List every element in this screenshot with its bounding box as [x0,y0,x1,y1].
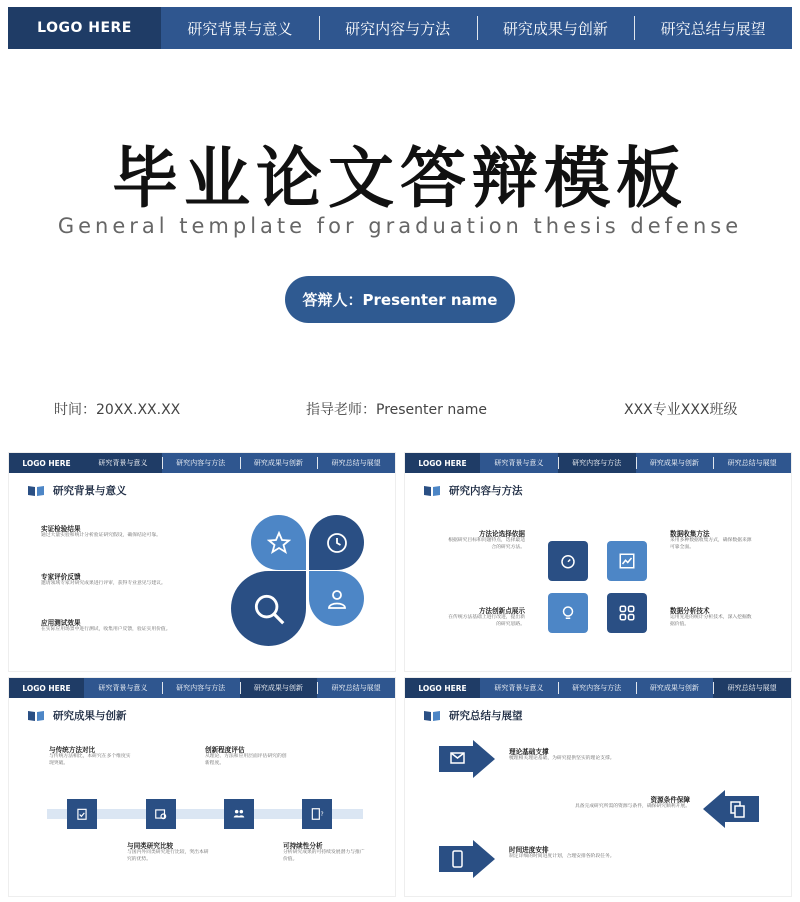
block-text: 在传统方法基础上进行改进，提出新的研究思路。 [448,615,525,627]
petal-star [251,515,306,570]
block-text: 在实际应用场景中进行测试，收集用户反馈，验证实用价值。 [41,627,171,632]
document-question-icon [310,807,324,821]
grid-icon [618,604,636,622]
star-icon [267,531,291,555]
block-heading: 方法创新点展示 [478,607,525,615]
text-block [509,746,689,763]
block-text: 邀请领域专家对研究成果进行评审，获得专业意见与建议。 [41,581,166,586]
block-heading: 数据收集方法 [670,530,710,538]
thumbnail-slide-summary[interactable] [404,677,792,897]
nav-item-methods[interactable]: 研究内容与方法 [319,7,477,49]
text-block [445,605,525,629]
slide-title-text: 研究成果与创新 [53,710,127,722]
block-text: 梳理相关理论基础，为研究提供坚实的理论支撑。 [509,756,615,761]
book-icon [27,710,45,722]
text-block [670,528,755,552]
bulb-icon [559,604,577,622]
block-heading: 实证检验结果 [41,525,81,533]
text-block [520,794,690,811]
book-icon [27,485,45,497]
block-heading: 方法论选择依据 [478,530,525,538]
nav-item-background[interactable]: 研究背景与意义 [84,453,162,473]
slide-title [27,483,127,498]
book-icon [423,485,441,497]
team-icon [232,807,246,821]
block-text: 从理论、方法和应用层面评估研究的创新程度。 [205,754,287,766]
logo: LOGO HERE [405,453,480,473]
time-label: 时间：20XX.XX.XX [54,402,181,418]
user-icon [325,587,349,611]
block-text: 与国内外同类研究进行比较，突出本研究的优势。 [127,850,209,862]
block-heading: 与同类研究比较 [127,842,174,850]
block-text: 具备完成研究所需的资源与条件，确保研究顺利开展。 [574,804,690,809]
text-block [445,528,525,552]
block-heading: 创新程度评估 [205,746,245,754]
thumbnail-slide-results[interactable] [8,677,396,897]
slide-title [27,708,127,723]
clock-icon [325,531,349,555]
calendar-search-node [146,799,176,829]
presenter-button[interactable]: 答辩人：Presenter name [285,276,515,323]
petal-user [309,571,364,626]
text-block [49,744,134,768]
petal-search [231,571,306,646]
slide-title [423,708,523,723]
thumb-nav-bar [405,678,791,698]
block-text: 制定详细的时间进度计划，合理安排各阶段任务。 [509,854,615,859]
nav-item-summary[interactable]: 研究总结与展望 [713,453,791,473]
clipboard-node [67,799,97,829]
nav-item-methods[interactable]: 研究内容与方法 [558,678,636,698]
block-text: 分析研究成果的可持续发展潜力与推广价值。 [283,850,365,862]
arrow-left-copy [703,790,759,828]
clipboard-icon [75,807,89,821]
nav-item-methods[interactable]: 研究内容与方法 [162,678,240,698]
block-heading: 理论基础支撑 [509,748,549,756]
slide-title-text: 研究背景与意义 [53,485,127,497]
block-heading: 与传统方法对比 [49,746,96,754]
text-block [127,840,212,864]
block-text: 运用先进的统计分析技术，深入挖掘数据价值。 [670,615,752,627]
block-heading: 资源条件保障 [650,796,690,804]
block-heading: 可持续性分析 [283,842,323,850]
block-heading: 数据分析技术 [670,607,710,615]
calendar-search-icon [154,807,168,821]
nav-item-background[interactable]: 研究背景与意义 [187,19,293,38]
thumbnail-slide-background[interactable] [8,452,396,672]
logo: LOGO HERE [9,453,84,473]
arrow-right-phone [439,840,495,878]
book-icon [423,710,441,722]
block-heading: 应用测试效果 [41,619,81,627]
text-block [41,571,211,588]
nav-item-results[interactable]: 研究成果与创新 [477,7,635,49]
tile-timer [548,541,588,581]
team-node [224,799,254,829]
svg-text:?: ? [320,811,324,818]
page-subtitle: General template for graduation thesis defense [57,214,743,238]
block-heading: 时间进度安排 [509,846,549,854]
nav-item-results[interactable]: 研究成果与创新 [636,453,714,473]
petal-clock [309,515,364,570]
nav-item-summary[interactable]: 研究总结与展望 [317,678,395,698]
text-block [670,605,755,629]
nav-item-background[interactable]: 研究背景与意义 [98,684,148,692]
nav-item-summary[interactable]: 研究总结与展望 [713,678,791,698]
nav-item-results[interactable]: 研究成果与创新 [636,678,714,698]
logo: LOGO HERE [9,678,84,698]
block-text: 采用多种数据收集方式，确保数据来源可靠全面。 [670,538,752,550]
block-text: 根据研究目标和问题特点，选择最适合的研究方法。 [448,538,525,550]
logo: LOGO HERE [8,7,161,49]
block-text: 与传统方法相比，本研究在多个维度实现突破。 [49,754,131,766]
nav-item-background[interactable]: 研究背景与意义 [494,459,544,467]
thumbnail-slide-methods[interactable] [404,452,792,672]
text-block [41,523,211,540]
document-question-node [302,799,332,829]
top-nav-bar [8,7,792,49]
tile-chart [607,541,647,581]
block-heading: 专家评价反馈 [41,573,81,581]
advisor-label: 指导老师：Presenter name [306,402,488,418]
timer-icon [559,552,577,570]
nav-item-results[interactable]: 研究成果与创新 [240,453,318,473]
thumb-nav-bar [405,453,791,473]
nav-item-results[interactable]: 研究成果与创新 [240,678,318,698]
text-block [509,844,689,861]
nav-item-summary[interactable]: 研究总结与展望 [634,7,792,49]
logo: LOGO HERE [405,678,480,698]
class-label: XXX专业XXX班级 [624,402,738,418]
arrow-right-mail [439,740,495,778]
thumb-nav-bar [9,678,395,698]
slide-title [423,483,523,498]
chart-icon [618,552,636,570]
nav-item-methods[interactable]: 研究内容与方法 [162,453,240,473]
tile-grid [607,593,647,633]
nav-item-background[interactable]: 研究背景与意义 [494,684,544,692]
main-slide [8,0,792,442]
block-text: 通过大量实验和统计分析验证研究假设，确保结论可靠。 [41,533,161,538]
text-block [205,744,290,768]
text-block [283,840,368,864]
slide-title-text: 研究总结与展望 [449,710,523,722]
nav-item-summary[interactable]: 研究总结与展望 [317,453,395,473]
thumb-nav-bar [9,453,395,473]
slide-title-text: 研究内容与方法 [449,485,523,497]
page-title: 毕业论文答辩模板 [112,140,688,217]
tile-bulb [548,593,588,633]
search-icon [250,590,288,628]
nav-item-methods[interactable]: 研究内容与方法 [558,453,636,473]
text-block [41,617,211,634]
